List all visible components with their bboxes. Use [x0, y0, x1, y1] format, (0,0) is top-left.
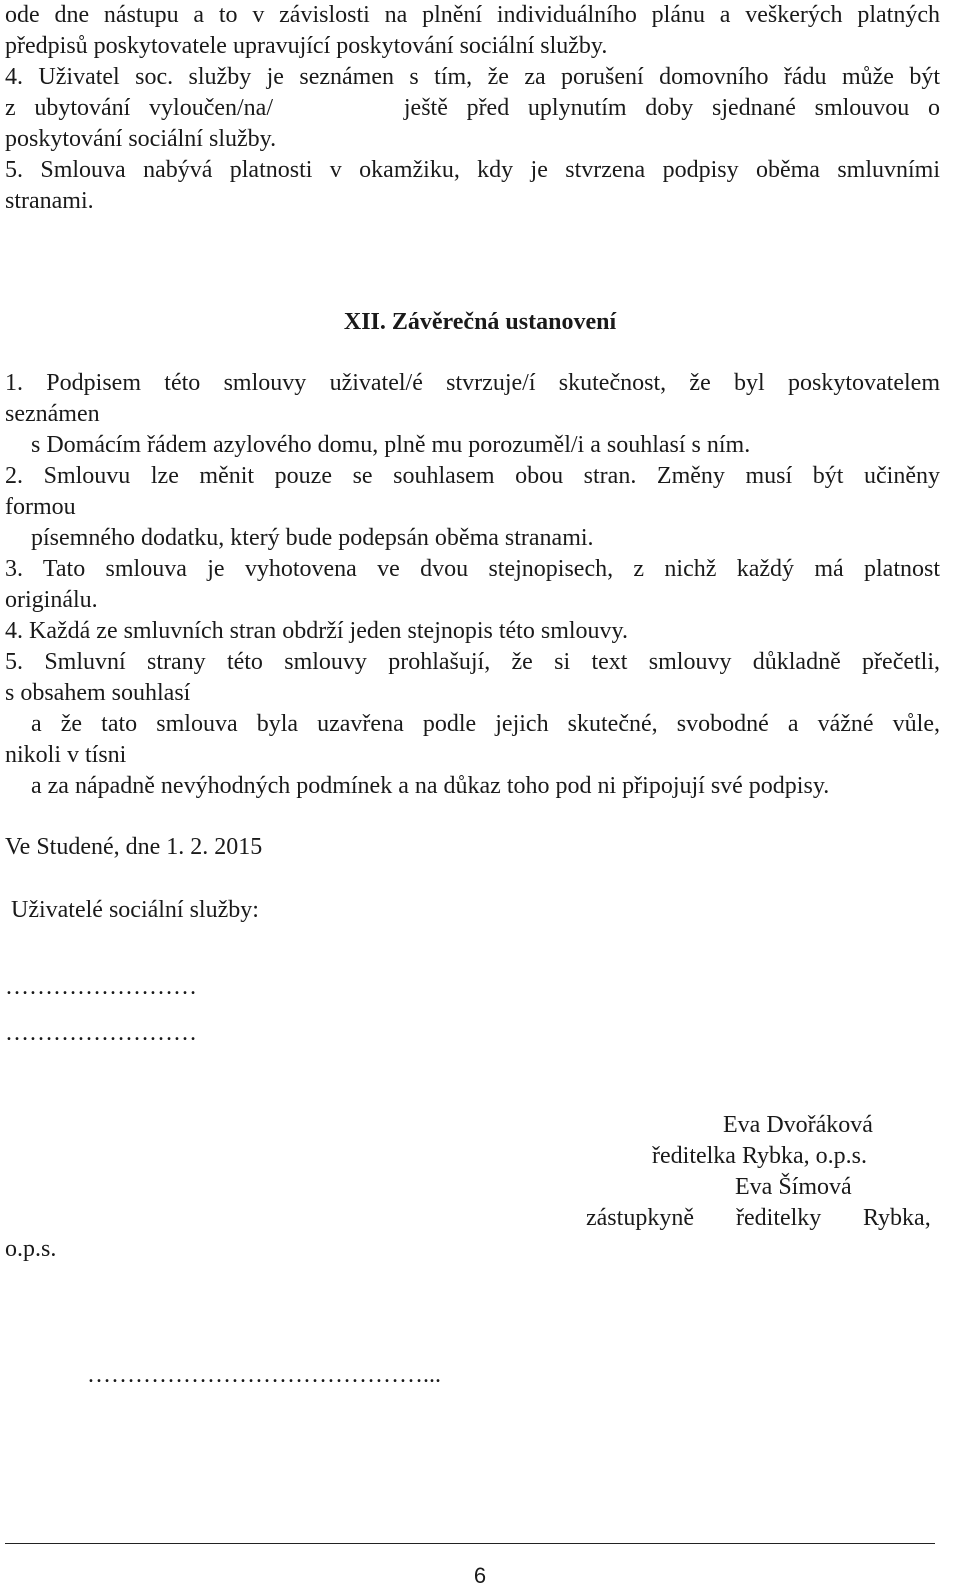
signatory-role-2-word: ředitelky: [736, 1205, 822, 1231]
signature-line-provider: ……………………………………...: [87, 1362, 441, 1388]
signatory-name-2: Eva Šímová: [735, 1174, 852, 1200]
footer-rule: [5, 1543, 935, 1544]
place-date: Ve Studené, dne 1. 2. 2015: [5, 834, 263, 860]
text-line: a že tato smlouva byla uzavřena podle jejich skutečné, svobodné a vážné vůle,: [31, 711, 940, 737]
signatory-name-1: Eva Dvořáková: [723, 1112, 873, 1138]
text-line: ode dne nástupu a to v závislosti na plnění individuálního plánu a veškerých platných: [5, 2, 940, 28]
text-line: s Domácím řádem azylového domu, plně mu porozuměl/i a souhlasí s ním.: [31, 432, 751, 458]
text-line: poskytování sociální služby.: [5, 126, 277, 152]
text-line: s obsahem souhlasí: [5, 680, 191, 706]
text-fragment: ještě před uplynutím doby sjednané smlouvou o: [403, 95, 941, 121]
signatory-role-2-word: Rybka,: [863, 1205, 931, 1231]
text-line: 3. Tato smlouva je vyhotovena ve dvou stejnopisech, z nichž každý má platnost: [5, 556, 940, 582]
page-number: 6: [473, 1563, 487, 1588]
top-paragraph: [5, 0, 940, 217]
text-line: předpisů poskytovatele upravující poskytování sociální služby.: [5, 33, 608, 59]
section-heading: XII. Závěrečná ustanovení: [343, 309, 617, 335]
text-line: stranami.: [5, 188, 94, 214]
signatory-role-2-word: zástupkyně: [586, 1205, 694, 1231]
text-line: nikoli v tísni: [5, 742, 127, 768]
text-line: 5. Smluvní strany této smlouvy prohlašují, že si text smlouvy důkladně přečetli,: [5, 649, 940, 675]
text-line: a za nápadně nevýhodných podmínek a na důkaz toho pod ni připojují své podpisy.: [31, 773, 830, 799]
signatory-role-1: ředitelka Rybka, o.p.s.: [652, 1143, 867, 1169]
text-line: originálu.: [5, 587, 98, 613]
final-provisions: [5, 368, 940, 802]
text-line: seznámen: [5, 401, 100, 427]
text-line: písemného dodatku, který bude podepsán oběma stranami.: [31, 525, 594, 551]
text-line: 1. Podpisem této smlouvy uživatel/é stvrzuje/í skutečnost, že byl poskytovatelem: [5, 370, 940, 396]
text-line: [5, 93, 940, 124]
text-fragment: z ubytování vyloučen/na/: [5, 95, 273, 121]
text-line: 4. Každá ze smluvních stran obdrží jeden stejnopis této smlouvy.: [5, 618, 628, 644]
signature-line-user-2: ……………………: [5, 1020, 197, 1046]
signatory-role-2-word: o.p.s.: [5, 1236, 57, 1262]
text-line: 5. Smlouva nabývá platnosti v okamžiku, kdy je stvrzena podpisy oběma smluvními: [5, 157, 940, 183]
text-line: 4. Uživatel soc. služby je seznámen s tím, že za porušení domovního řádu může být: [5, 64, 940, 90]
text-line: formou: [5, 494, 76, 520]
signature-line-user-1: ……………………: [5, 974, 197, 1000]
users-label: Uživatelé sociální služby:: [11, 897, 259, 923]
text-line: 2. Smlouvu lze měnit pouze se souhlasem obou stran. Změny musí být učiněny: [5, 463, 940, 489]
